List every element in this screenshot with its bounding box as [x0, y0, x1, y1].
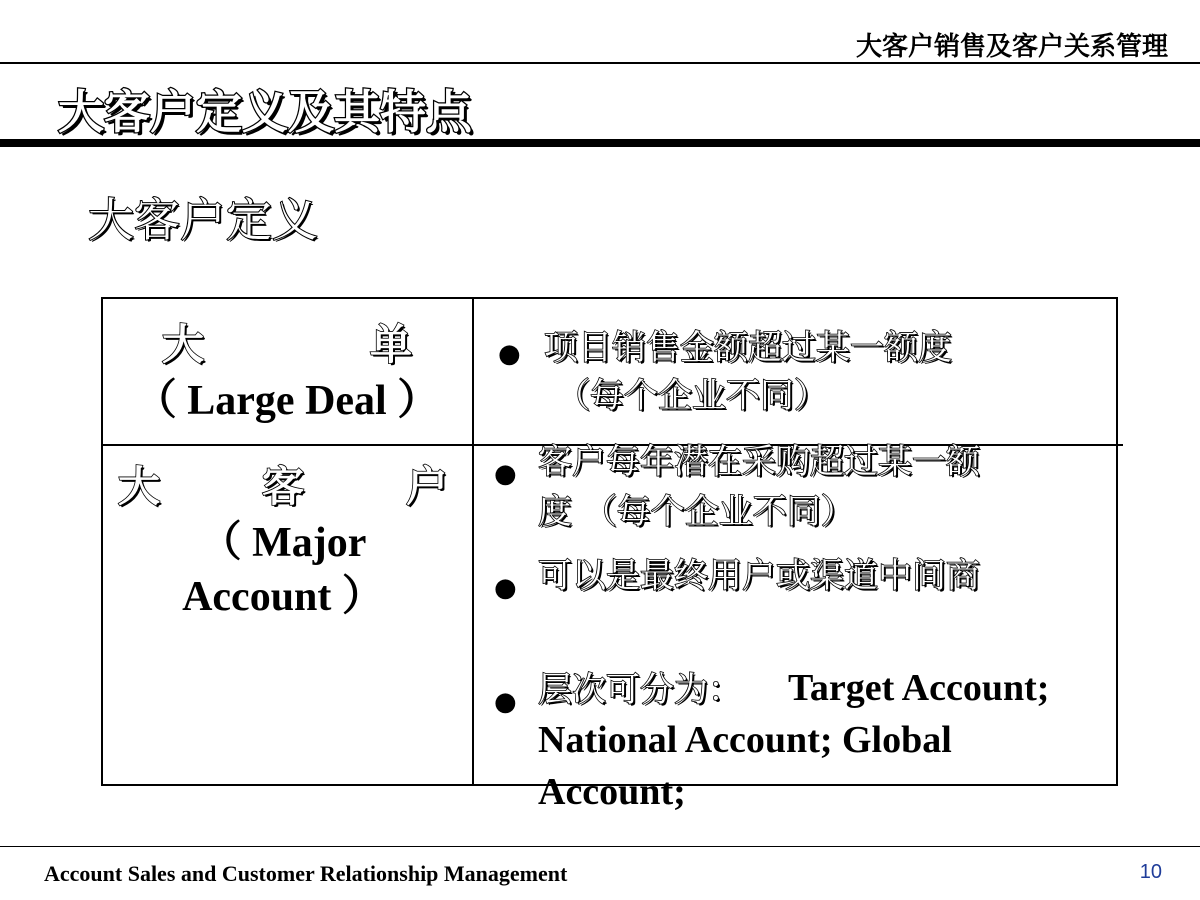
bullet-icon: ● [494, 459, 517, 489]
term-char: 客 [261, 462, 304, 511]
bullet-text: National Account; Global [538, 719, 952, 761]
table-column-divider [472, 297, 474, 786]
bullet-text: 项目销售金额超过某一额度 [544, 328, 952, 368]
bullet-list-major-account [490, 434, 1130, 814]
bullet-text: 可以是最终用户或渠道中间商 [538, 556, 980, 596]
bullet-icon: ● [494, 573, 517, 603]
title-rule [0, 139, 1200, 147]
term-en: （ Large Deal ） [134, 378, 440, 424]
bullet-text: Target Account; [788, 667, 1050, 709]
footer-text: Account Sales and Customer Relationship Management [44, 861, 568, 886]
bullet-text: 度 （每个企业不同） [538, 492, 855, 532]
header-title: 大客户销售及客户关系管理 [855, 32, 1168, 62]
bullet-text: 客户每年潜在采购超过某一额 [538, 442, 980, 482]
bullet-icon: ● [494, 687, 517, 717]
bullet-list-large-deal [496, 322, 1116, 432]
term-char: 户 [405, 462, 448, 511]
bullet-text: Account; [538, 771, 686, 813]
term-char: 单 [369, 320, 412, 369]
term-char: 大 [162, 320, 205, 369]
term-en-line-1: （ Major [199, 520, 367, 566]
bullet-prefix: 层次可分为： [538, 670, 742, 710]
page-title: 大客户定义及其特点 [58, 85, 472, 139]
term-large-deal [112, 318, 462, 428]
section-title: 大客户定义 [88, 193, 318, 247]
page-number: 10 [1139, 861, 1162, 883]
term-en-line-2: Account ） [182, 574, 384, 620]
bullet-icon: ● [498, 339, 521, 369]
header-rule [0, 62, 1200, 64]
term-char: 大 [118, 462, 161, 511]
footer-rule [0, 846, 1200, 847]
bullet-text: （每个企业不同） [556, 376, 828, 416]
term-major-account [118, 460, 448, 624]
